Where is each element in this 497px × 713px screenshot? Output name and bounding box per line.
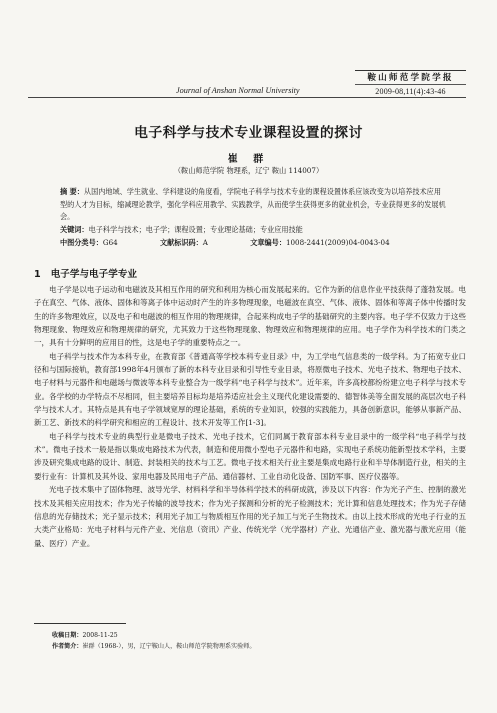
paragraph: 电子科学与技术作为本科专业，在教育部《普通高等学校本科专业目录》中，为工学电气信息类的一级学科。为了拓宽专业口径和与国际接轨，教育部1998年4月颁布了新的本科专业目录和引导性专业目录，将原微电子技术、光电子技术、物理电子技术、电子材料与元器件和电磁场与微波等本科专业整合为一级学科“电子科学与技术”。近年来，许多高校都纷纷建立电子科学与技术专业。各学校的办学特点不尽相同，但主要培养目标均是培养适应社会主义现代化建设需要的、德智体美等全面发展的高层次电子科学与技术人才。其特点是具有电子学领域宽厚的理论基础，系统的专业知识，较强的实践能力，具备创新意识，能够从事新产品、新工艺、新技术的科学研究和相应的工程设计、技术开发等工作[1-3]。 <box>34 351 466 428</box>
section-title: 电子学与电子学专业 <box>50 269 138 280</box>
paragraph: 电子学是以电子运动和电磁波及其相互作用的研究和利用为核心而发展起来的。它作为新的信息作业平技获得了蓬勃发展。电子在真空、气体、液体、固体和等离子体中运动时产生的许多物理现象，电磁波在真空、气体、液体、固体和等离子体中传播时发生的许多物理效应，以及电子和电磁波的相互作用的物理规律，合起来构成电子学的基础研究的主要内容。电子学不仅致力于这些物理现象、物理效应和物理规律的研究，尤其致力于这些物理现象、物理效应和物理规律的应用。电子学作为科学技术的门类之一，具有十分鲜明的应用目的性，这是电子学的重要特点之一。 <box>34 285 466 348</box>
abstract <box>60 186 448 224</box>
article-number-label: 文章编号： <box>250 237 286 247</box>
abstract-text: 从国内地域、学生就业、学科建设的角度看，学院电子科学与技术专业的课程设置体系应该改变为以培养技术应用型的人才为目标，缩减理论教学，强化学科应用教学、实践教学，从而使学生获得更多的就业机会，专业获得更多的发展机会。 <box>60 187 446 222</box>
keywords-text: 电子科学与技术；电子学；课程设置；专业理论基础；专业应用技能 <box>88 225 303 234</box>
doc-code-label: 文献标识码： <box>159 237 203 247</box>
paragraph: 光电子技术集中了固体物理、波导光学、材料科学和半导体科学技术的科研成就，涉及以下内容：作为光子产生、控制的激光技术及其相关应用技术；作为光子传输的波导技术；作为光子探测和分析的光子检测技术；光计算和信息处理技术；作为光子存储信息的光存储技术；光子显示技术；利用光子加工与物质相互作用的光子加工与光子生物技术。由以上技术形成的光电子行业的五大类产业格局：光电子材料与元件产业、光信息（资讯）产业、传统光学（光学器材）产业、光通信产业、激光器与激光应用（能量、医疗）产业。 <box>34 485 466 548</box>
received-value: 2008-11-25 <box>82 632 118 639</box>
volume-issue-pages: 2009-08,11(4):43-46 <box>375 87 446 96</box>
article-number-value: 1008-2441(2009)04-0043-04 <box>285 237 390 247</box>
journal-name-english: Journal of Anshan Normal University <box>176 86 300 95</box>
section-heading <box>34 266 137 280</box>
doc-code-value: A <box>202 237 208 247</box>
author-bio-value: 崔群（1968-），男，辽宁鞍山人，鞍山师范学院物理系实验师。 <box>82 643 256 650</box>
received-label: 收稿日期： <box>52 632 83 639</box>
journal-name-chinese: 鞍山师范学院学报 <box>355 70 466 85</box>
header-divider <box>28 97 466 98</box>
keywords-line <box>60 224 448 237</box>
journal-masthead <box>355 70 466 98</box>
footnote-divider <box>34 623 126 624</box>
author-bio-label: 作者简介： <box>52 643 83 650</box>
article-title: 电子科学与技术专业课程设置的探讨 <box>134 125 363 141</box>
clc-value: G64 <box>102 237 118 247</box>
received-date-line <box>52 630 452 641</box>
classification-line <box>60 237 448 250</box>
author-bio-line <box>52 641 452 652</box>
article-metadata <box>60 224 448 249</box>
footnotes <box>52 630 452 652</box>
keywords-label: 关键词： <box>60 225 89 234</box>
article-author: 崔 群 <box>227 154 270 165</box>
author-affiliation: （鞍山师范学院 物理系，辽宁 鞍山 114007） <box>173 166 324 175</box>
abstract-label: 摘 要： <box>60 187 84 196</box>
clc-label: 中图分类号： <box>60 237 103 247</box>
paragraph: 电子科学与技术专业的典型行业是微电子技术、光电子技术，它们同属于教育部本科专业目录中的一级学科“电子科学与技术”。微电子技术一般是指以集成电路技术为代表，制造和使用微小型电子元器件和电路，实现电子系统功能新型技术学科，主要涉及研究集成电路的设计、制造、封装相关的技术与工艺。微电子技术相关行业主要是集成电路行业和半导体制造行业，相关的主要行业有：计算机及其外设、家用电器及民用电子产品、通信器材、工业自动化设备、国防军事、医疗仪器等。 <box>34 431 466 481</box>
section-number: 1 <box>34 269 41 280</box>
body-text <box>34 283 466 550</box>
